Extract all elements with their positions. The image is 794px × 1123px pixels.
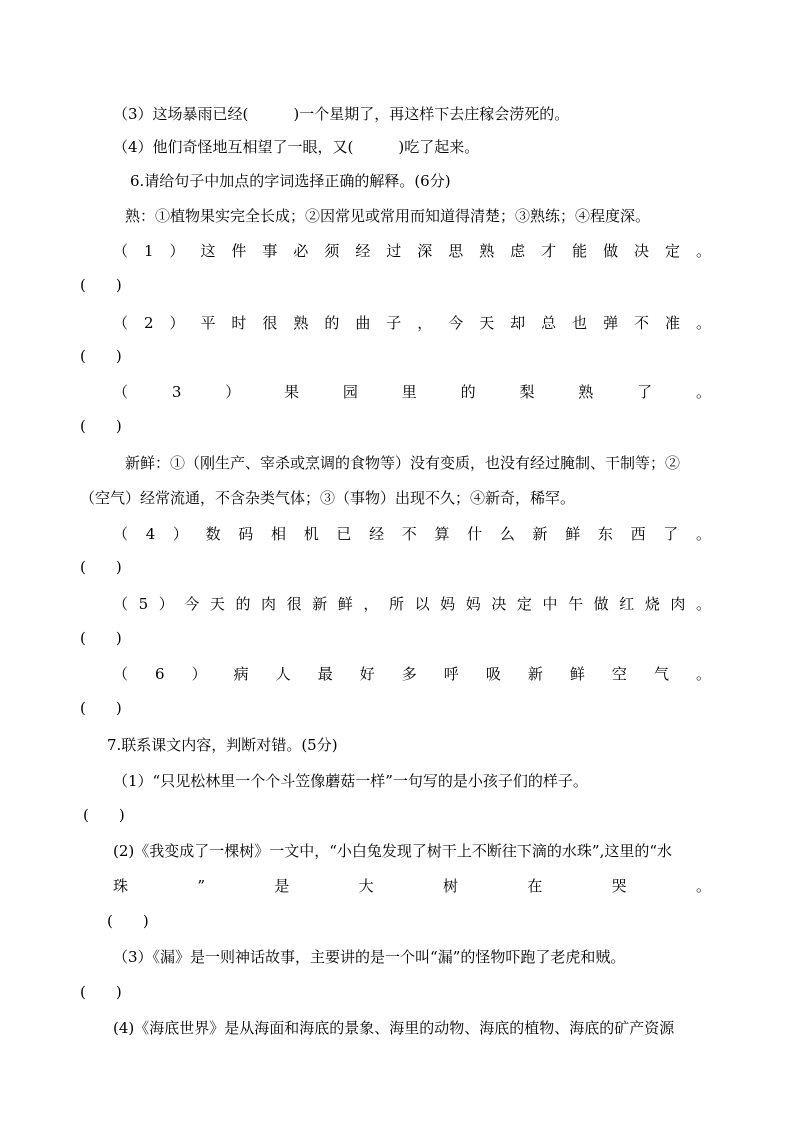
answer-bracket-q6-3[interactable]: ( ) bbox=[80, 417, 122, 435]
answer-bracket-q6-6[interactable]: ( ) bbox=[80, 699, 122, 717]
q6-item-5: （5）今天的肉很新鲜，所以妈妈决定中午做红烧肉。 bbox=[113, 595, 711, 613]
q5-item-4: （4）他们奇怪地互相望了一眼，又( )吃了起来。 bbox=[113, 138, 480, 156]
q7-item-2-line1: (2)《我变成了一棵树》一文中，“小白兔发现了树干上不断往下滴的水珠”,这里的“水 bbox=[113, 842, 673, 860]
q7-item-1: （1）“只见松林里一个个斗笠像蘑菇一样”一句写的是小孩子们的样子。 bbox=[113, 772, 588, 790]
answer-bracket-q7-1[interactable]: ( ) bbox=[83, 806, 125, 824]
answer-bracket-q7-2[interactable]: ( ) bbox=[107, 912, 149, 930]
answer-bracket-q6-5[interactable]: ( ) bbox=[80, 629, 122, 647]
q7-item-2-line2: 珠”是大树在哭。 bbox=[113, 877, 711, 895]
answer-bracket-q6-1[interactable]: ( ) bbox=[80, 276, 122, 294]
q6-xinxian-definitions-line1: 新鲜：①（刚生产、宰杀或烹调的食物等）没有变质，也没有经过腌制、干制等；② bbox=[125, 454, 681, 472]
q6-shu-definitions: 熟：①植物果实完全长成；②因常见或常用而知道得清楚；③熟练；④程度深。 bbox=[125, 207, 651, 225]
q6-item-1: （1）这件事必须经过深思熟虑才能做决定。 bbox=[113, 242, 711, 260]
q7-item-3: （3）《漏》是一则神话故事，主要讲的是一个叫“漏”的怪物吓跑了老虎和贼。 bbox=[113, 948, 626, 966]
q7-item-4: (4)《海底世界》是从海面和海底的景象、海里的动物、海底的植物、海底的矿产资源 bbox=[113, 1019, 675, 1037]
q7-title: 7.联系课文内容，判断对错。(5分) bbox=[107, 736, 338, 754]
q6-item-6: （6）病人最好多呼吸新鲜空气。 bbox=[113, 665, 711, 683]
q6-xinxian-definitions-line2: （空气）经常流通，不含杂类气体；③（事物）出现不久；④新奇，稀罕。 bbox=[80, 489, 576, 507]
answer-bracket-q6-4[interactable]: ( ) bbox=[80, 558, 122, 576]
q6-item-3: （3）果园里的梨熟了。 bbox=[113, 383, 711, 401]
q6-item-2: （2）平时很熟的曲子，今天却总也弹不准。 bbox=[113, 314, 711, 332]
q6-item-4: （4）数码相机已经不算什么新鲜东西了。 bbox=[113, 525, 711, 543]
answer-bracket-q6-2[interactable]: ( ) bbox=[80, 347, 122, 365]
q6-title: 6.请给句子中加点的字词选择正确的解释。(6分) bbox=[130, 172, 451, 190]
answer-bracket-q7-3[interactable]: ( ) bbox=[80, 983, 122, 1001]
q5-item-3: （3）这场暴雨已经( )一个星期了，再这样下去庄稼会涝死的。 bbox=[113, 105, 570, 123]
